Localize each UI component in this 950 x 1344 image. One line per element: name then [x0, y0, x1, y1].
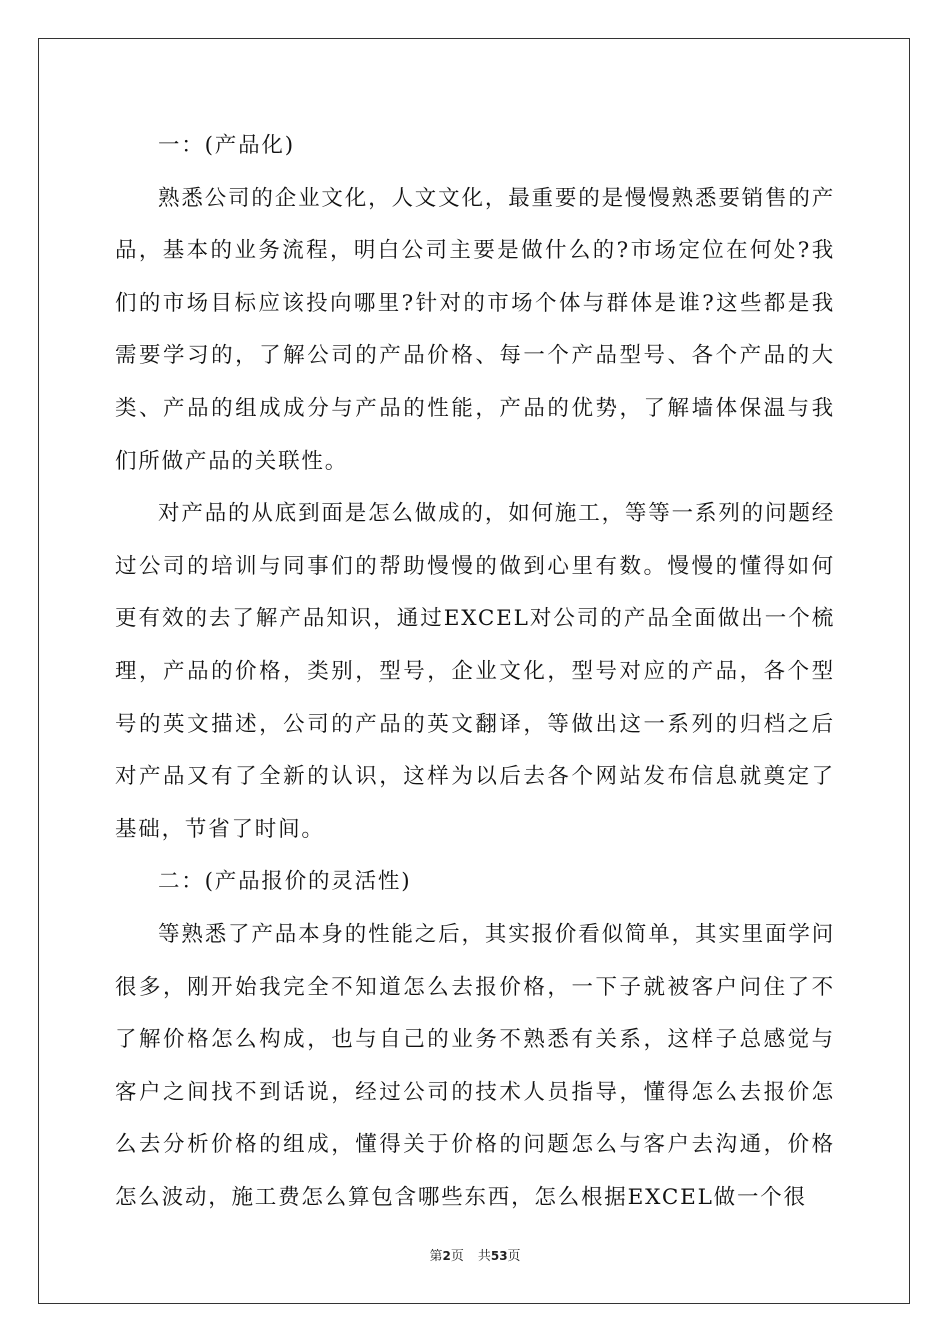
page-number: 2 [442, 1249, 451, 1263]
page-footer [0, 1245, 950, 1264]
section-heading-2: 二：(产品报价的灵活性) [158, 869, 412, 895]
document-body [115, 120, 835, 1224]
total-pages: 53 [490, 1249, 508, 1263]
page-prefix: 第 [429, 1249, 443, 1264]
paragraph-2: 对产品的从底到面是怎么做成的，如何施工，等等一系列的问题经过公司的培训与同事们的帮助慢慢的做到心里有数。慢慢的懂得如何更有效的去了解产品知识，通过EXCEL对公司的产品全面做出一个梳理，产品的价格，类别，型号，企业文化，型号对应的产品，各个型号的英文描述，公司的产品的英文翻译，等做出这一系列的归档之后对产品又有了全新的认识，这样为以后去各个网站发布信息就奠定了基础，节省了时间。 [115, 501, 835, 842]
page-suffix: 页 [450, 1249, 464, 1264]
total-prefix: 共 [477, 1249, 491, 1264]
paragraph-1: 熟悉公司的企业文化，人文文化，最重要的是慢慢熟悉要销售的产品，基本的业务流程，明白公司主要是做什么的?市场定位在何处?我们的市场目标应该投向哪里?针对的市场个体与群体是谁?这些都是我需要学习的，了解公司的产品价格、每一个产品型号、各个产品的大类、产品的组成成分与产品的性能，产品的优势，了解墙体保温与我们所做产品的关联性。 [115, 185, 835, 474]
total-suffix: 页 [507, 1249, 521, 1264]
paragraph-3: 等熟悉了产品本身的性能之后，其实报价看似简单，其实里面学问很多，刚开始我完全不知道怎么去报价格，一下子就被客户问住了不了解价格怎么构成，也与自己的业务不熟悉有关系，这样子总感觉与客户之间找不到话说，经过公司的技术人员指导，懂得怎么去报价怎么去分析价格的组成，懂得关于价格的问题怎么与客户去沟通，价格怎么波动，施工费怎么算包含哪些东西，怎么根据EXCEL做一个很 [115, 921, 835, 1210]
section-heading-1: 一：(产品化) [158, 133, 295, 158]
